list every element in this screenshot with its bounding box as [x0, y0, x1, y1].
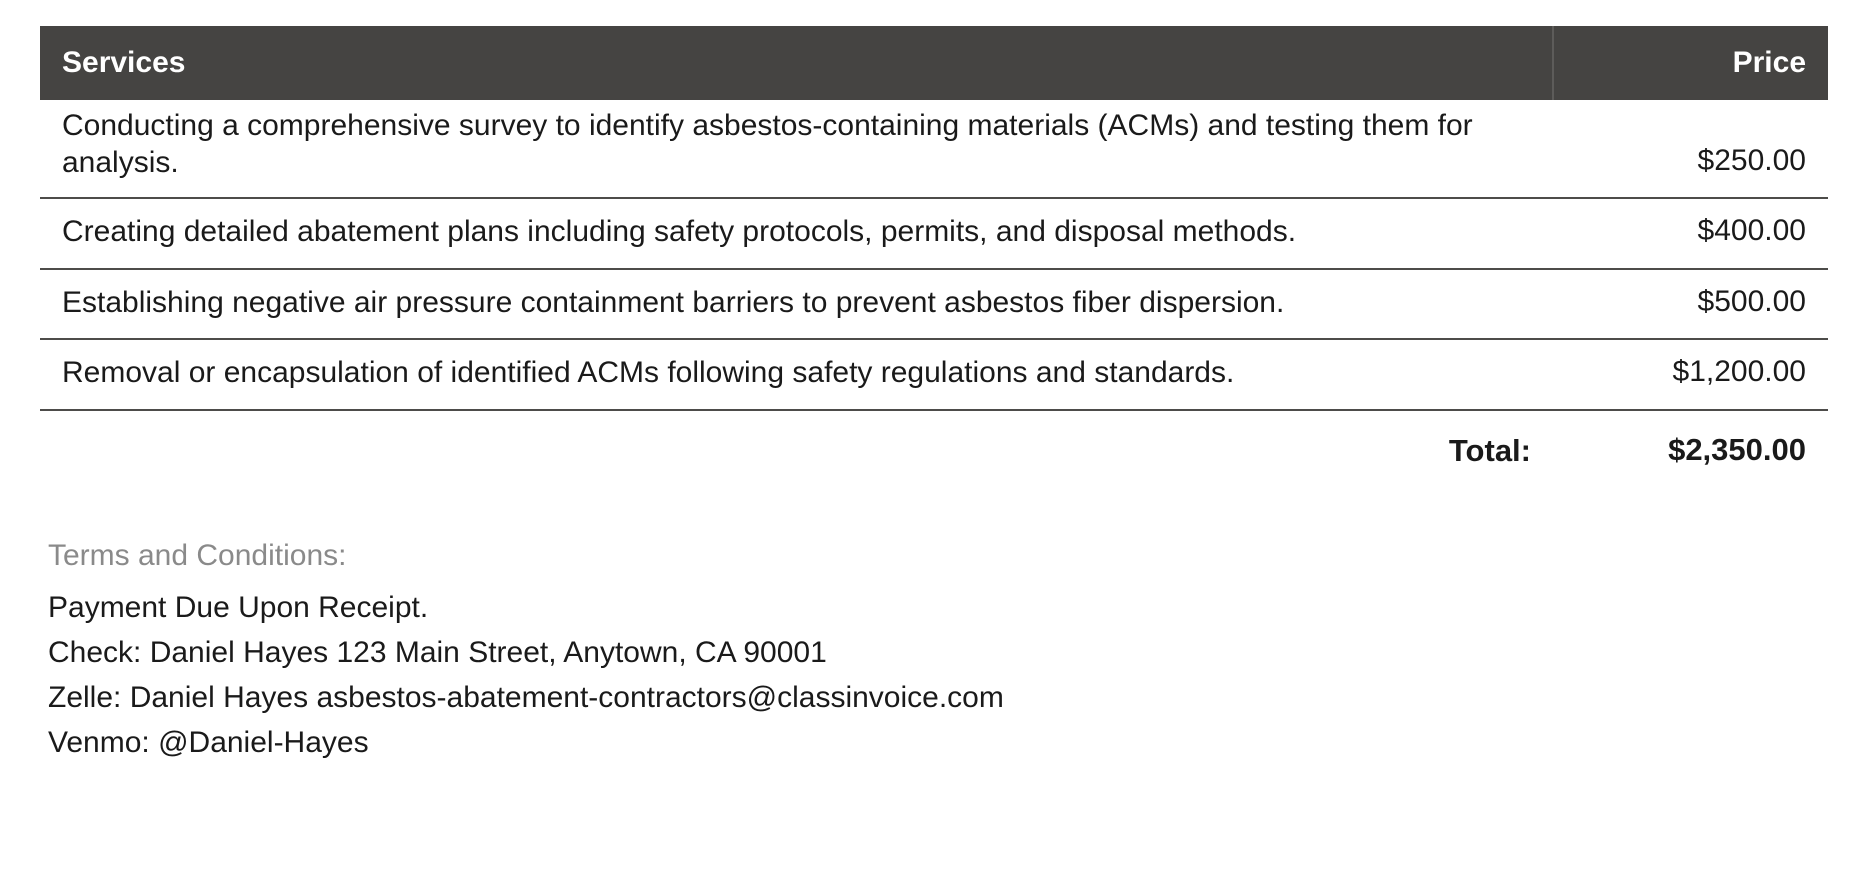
terms-line-check: Check: Daniel Hayes 123 Main Street, Anytown, CA 90001 — [48, 635, 827, 669]
table-row — [40, 339, 1828, 410]
service-description: Removal or encapsulation of identified ACMs following safety regulations and standards. — [40, 339, 1553, 410]
service-price: $250.00 — [1553, 100, 1828, 198]
table-row — [40, 198, 1828, 269]
total-label: Total: — [1448, 432, 1531, 468]
total-value: $2,350.00 — [1668, 431, 1806, 467]
column-header-price: Price — [1553, 26, 1828, 100]
terms-line-zelle: Zelle: Daniel Hayes asbestos-abatement-contractors@classinvoice.com — [48, 680, 1004, 714]
terms-line-payment: Payment Due Upon Receipt. — [48, 590, 429, 624]
terms-line-venmo: Venmo: @Daniel-Hayes — [48, 725, 369, 759]
table-body — [40, 100, 1828, 487]
terms-title: Terms and Conditions: — [48, 538, 347, 572]
service-price: $1,200.00 — [1553, 339, 1828, 410]
service-description: Establishing negative air pressure containment barriers to prevent asbestos fiber dispersion. — [40, 269, 1553, 340]
table-header — [40, 26, 1828, 100]
service-description: Creating detailed abatement plans including safety protocols, permits, and disposal methods. — [40, 198, 1553, 269]
services-price-table — [40, 26, 1828, 487]
table-header-row — [40, 26, 1828, 100]
service-price: $500.00 — [1553, 269, 1828, 340]
service-description: Conducting a comprehensive survey to identify asbestos-containing materials (ACMs) and testing them for analysis. — [40, 100, 1553, 198]
service-price: $400.00 — [1553, 198, 1828, 269]
table-row — [40, 100, 1828, 198]
table-row — [40, 269, 1828, 340]
total-row — [40, 410, 1828, 487]
terms-and-conditions — [40, 539, 1828, 765]
column-header-services: Services — [40, 26, 1553, 100]
